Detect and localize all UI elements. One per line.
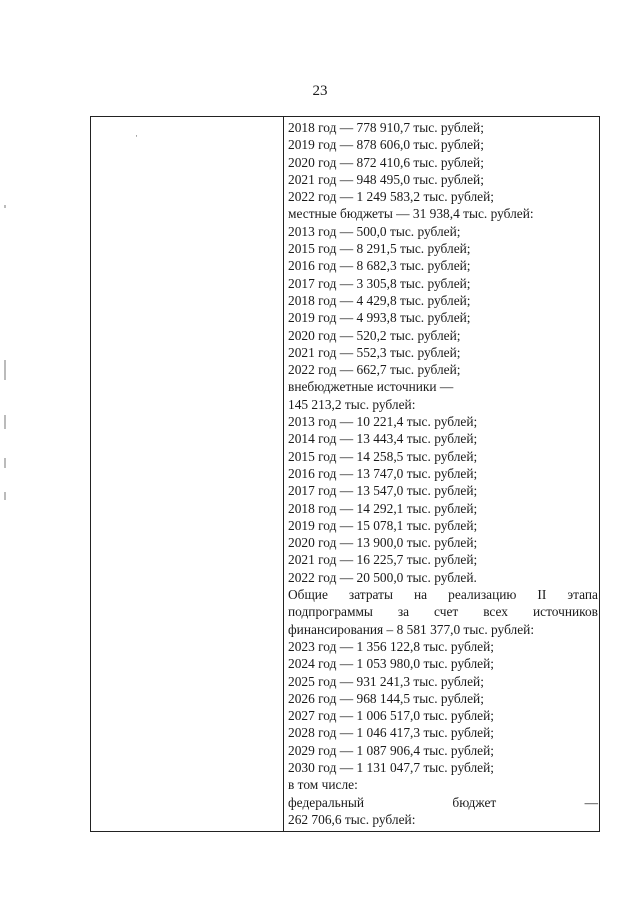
column-divider — [283, 117, 284, 831]
text-line: 2015 год — 14 258,5 тыс. рублей; — [288, 448, 478, 464]
word: всех — [483, 604, 509, 620]
text-line: 2024 год — 1 053 980,0 тыс. рублей; — [288, 656, 494, 672]
paragraph-line-justified — [288, 794, 600, 811]
text-line: 2019 год — 15 078,1 тыс. рублей; — [288, 517, 478, 533]
text-line: 145 213,2 тыс. рублей: — [288, 396, 416, 412]
word: — — [584, 794, 598, 810]
word: бюджет — [452, 794, 497, 810]
table-left-cell — [91, 117, 283, 831]
word: затраты — [348, 587, 393, 603]
text-line: 2022 год — 20 500,0 тыс. рублей. — [288, 569, 477, 585]
word: подпрограммы — [288, 604, 373, 620]
text-line: внебюджетные источники — — [288, 379, 454, 395]
table-right-cell — [288, 119, 600, 828]
text-line: 2013 год — 500,0 тыс. рублей; — [288, 223, 461, 239]
word: источников — [532, 604, 598, 620]
text-line: 2019 год — 4 993,8 тыс. рублей; — [288, 310, 471, 326]
text-line: 2022 год — 1 249 583,2 тыс. рублей; — [288, 189, 494, 205]
text-line: 2021 год — 16 225,7 тыс. рублей; — [288, 552, 478, 568]
text-line: 2019 год — 878 606,0 тыс. рублей; — [288, 137, 484, 153]
text-line: 2017 год — 13 547,0 тыс. рублей; — [288, 483, 478, 499]
text-line: 2022 год — 662,7 тыс. рублей; — [288, 362, 461, 378]
text-line: 2016 год — 13 747,0 тыс. рублей; — [288, 465, 478, 481]
text-line: 262 706,6 тыс. рублей: — [288, 811, 416, 827]
text-line: 2021 год — 948 495,0 тыс. рублей; — [288, 171, 484, 187]
margin-scan-marks — [4, 0, 8, 905]
text-line: 2020 год — 13 900,0 тыс. рублей; — [288, 535, 478, 551]
text-line: финансирования – 8 581 377,0 тыс. рублей: — [288, 621, 535, 637]
text-line: 2030 год — 1 131 047,7 тыс. рублей; — [288, 759, 494, 775]
text-line: 2029 год — 1 087 906,4 тыс. рублей; — [288, 742, 494, 758]
word: за — [397, 604, 410, 620]
word: II — [537, 587, 547, 603]
text-line: 2018 год — 778 910,7 тыс. рублей; — [288, 120, 484, 135]
text-line: 2017 год — 3 305,8 тыс. рублей; — [288, 275, 471, 291]
text-line: в том числе: — [288, 777, 358, 793]
text-line: 2021 год — 552,3 тыс. рублей; — [288, 344, 461, 360]
paragraph-line-justified — [288, 586, 600, 603]
text-line: местные бюджеты — 31 938,4 тыс. рублей: — [288, 206, 534, 222]
page-number: 23 — [312, 83, 328, 99]
left-cell-mark: · — [135, 131, 138, 141]
text-line: 2020 год — 872 410,6 тыс. рублей; — [288, 154, 484, 170]
text-line: 2025 год — 931 241,3 тыс. рублей; — [288, 673, 484, 689]
word: на — [413, 587, 428, 603]
text-line: 2015 год — 8 291,5 тыс. рублей; — [288, 241, 471, 257]
word: реализацию — [448, 587, 517, 603]
word: этапа — [567, 587, 598, 603]
paragraph-line-justified — [288, 603, 600, 620]
word: Общие — [288, 587, 328, 603]
text-line: 2018 год — 4 429,8 тыс. рублей; — [288, 292, 471, 308]
text-line: 2013 год — 10 221,4 тыс. рублей; — [288, 414, 478, 430]
word: федеральный — [288, 794, 365, 810]
text-line: 2026 год — 968 144,5 тыс. рублей; — [288, 690, 484, 706]
text-line: 2014 год — 13 443,4 тыс. рублей; — [288, 431, 478, 447]
text-line: 2028 год — 1 046 417,3 тыс. рублей; — [288, 725, 494, 741]
text-line: 2018 год — 14 292,1 тыс. рублей; — [288, 500, 478, 516]
text-line: 2020 год — 520,2 тыс. рублей; — [288, 327, 461, 343]
text-line: 2023 год — 1 356 122,8 тыс. рублей; — [288, 638, 494, 654]
financing-table — [90, 116, 600, 832]
text-line: 2016 год — 8 682,3 тыс. рублей; — [288, 258, 471, 274]
text-line: 2027 год — 1 006 517,0 тыс. рублей; — [288, 708, 494, 724]
word: счет — [434, 604, 459, 620]
